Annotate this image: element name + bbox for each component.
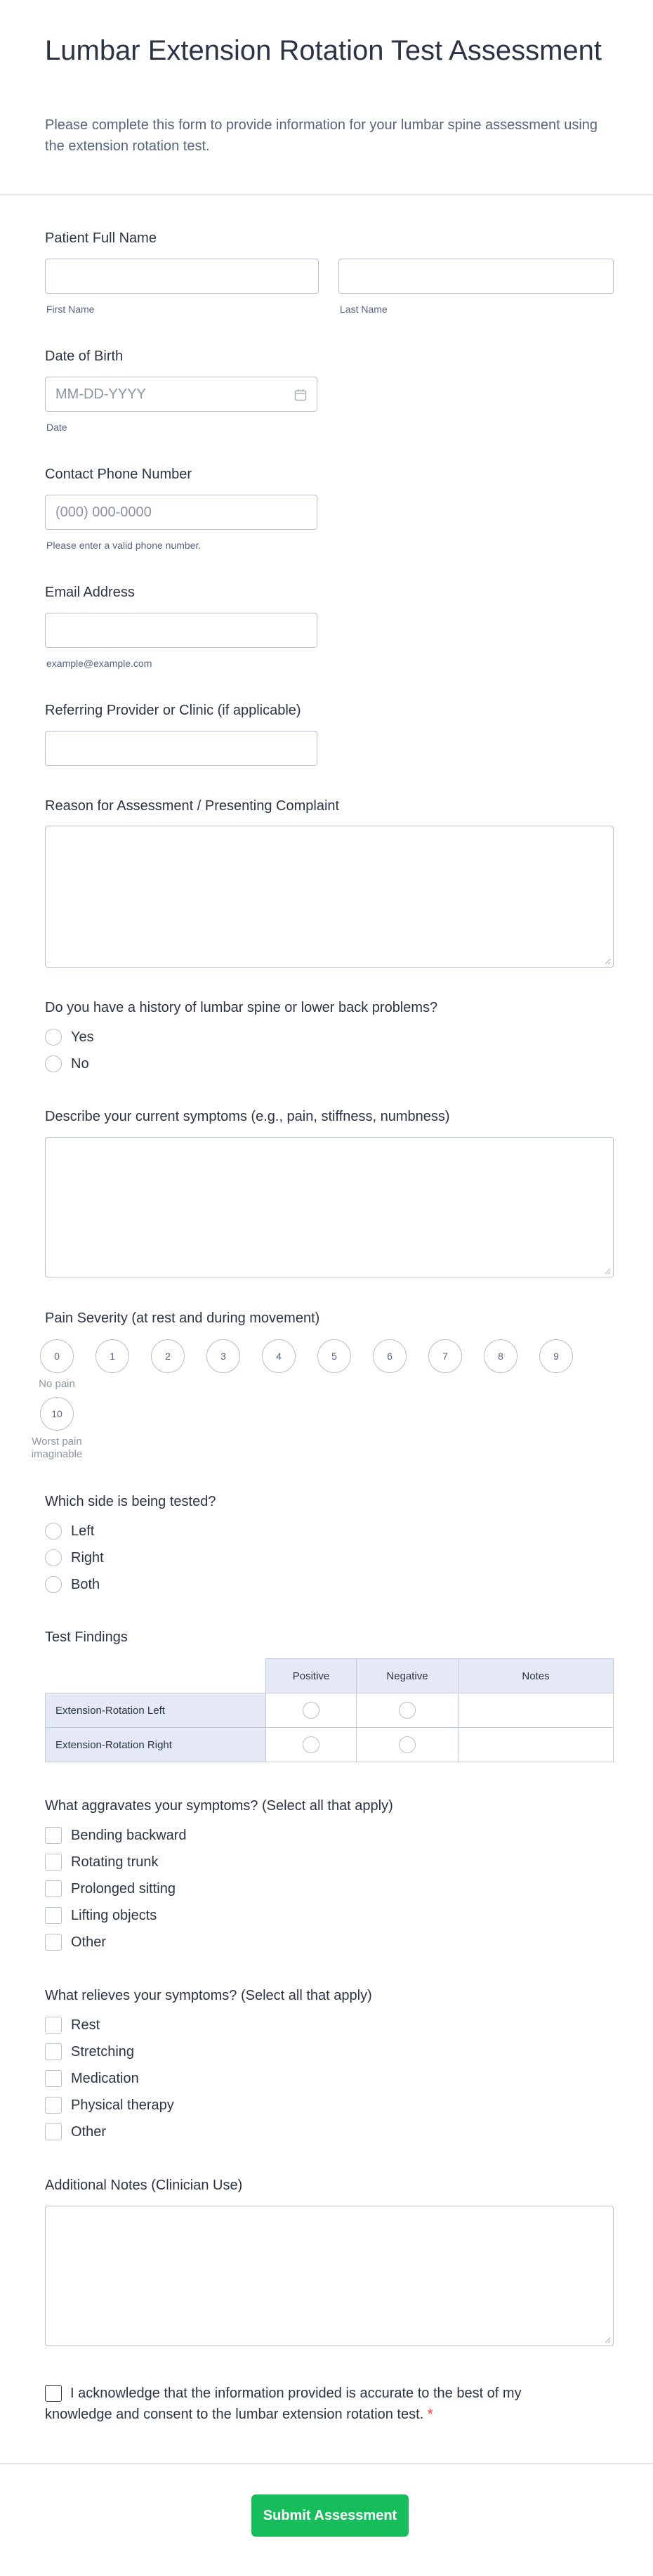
relieves-checkbox[interactable] <box>45 2097 62 2114</box>
pain-scale-7[interactable]: 7 <box>428 1339 462 1373</box>
matrix-cell <box>356 1693 459 1728</box>
side-option-label: Left <box>71 1523 95 1539</box>
aggravates-checkbox[interactable] <box>45 1880 62 1897</box>
pain-scale-3[interactable]: 3 <box>206 1339 240 1373</box>
pain-label: Pain Severity (at rest and during movement) <box>45 1310 320 1326</box>
relieves-option-label: Physical therapy <box>71 2097 174 2113</box>
pain-scale-1[interactable]: 1 <box>95 1339 129 1373</box>
relieves-option-label: Medication <box>71 2071 139 2086</box>
side-option-label: Right <box>71 1550 104 1566</box>
phone-sublabel: Please enter a valid phone number. <box>46 540 202 551</box>
relieves-option-label: Rest <box>71 2017 100 2033</box>
aggravates-option-label: Rotating trunk <box>71 1854 159 1870</box>
history-no-radio[interactable] <box>45 1055 62 1072</box>
email-sublabel: example@example.com <box>46 658 152 669</box>
phone-label: Contact Phone Number <box>45 467 192 482</box>
name-label: Patient Full Name <box>45 230 157 246</box>
calendar-icon[interactable] <box>294 389 307 401</box>
right-negative-radio[interactable] <box>399 1736 416 1753</box>
resize-handle-icon[interactable] <box>604 1268 611 1275</box>
matrix-col-positive: Positive <box>265 1658 357 1693</box>
pain-scale-9[interactable]: 9 <box>539 1339 573 1373</box>
aggravates-label: What aggravates your symptoms? (Select all that apply) <box>45 1798 393 1814</box>
matrix-col-negative: Negative <box>356 1658 459 1693</box>
aggravates-checkbox[interactable] <box>45 1907 62 1924</box>
dob-placeholder: MM-DD-YYYY <box>55 386 146 402</box>
reason-label: Reason for Assessment / Presenting Complaint <box>45 798 340 814</box>
aggravates-option-label: Prolonged sitting <box>71 1881 176 1897</box>
referring-field[interactable] <box>45 731 317 766</box>
consent-statement <box>45 2383 550 2425</box>
relieves-option-label: Other <box>71 2124 107 2140</box>
findings-label: Test Findings <box>45 1629 128 1645</box>
relieves-checkbox[interactable] <box>45 2017 62 2034</box>
phone-placeholder: (000) 000-0000 <box>55 505 152 520</box>
first-name-field[interactable] <box>45 259 319 294</box>
right-positive-radio[interactable] <box>303 1736 319 1753</box>
aggravates-checkbox[interactable] <box>45 1827 62 1844</box>
matrix-col-notes: Notes <box>458 1658 614 1693</box>
right-notes-cell[interactable] <box>458 1727 614 1762</box>
pain-scale-10[interactable]: 10 <box>40 1397 74 1431</box>
side-both-radio[interactable] <box>45 1576 62 1593</box>
pain-high-caption: Worst pain imaginable <box>31 1436 83 1460</box>
relieves-checkbox[interactable] <box>45 2123 62 2140</box>
notes-label: Additional Notes (Clinician Use) <box>45 2178 243 2193</box>
resize-handle-icon[interactable] <box>604 2336 611 2343</box>
pain-scale-5[interactable]: 5 <box>317 1339 351 1373</box>
email-label: Email Address <box>45 585 135 600</box>
history-option-label: Yes <box>71 1029 94 1045</box>
pain-scale-2[interactable]: 2 <box>151 1339 185 1373</box>
relieves-label: What relieves your symptoms? (Select all that apply) <box>45 1988 372 2003</box>
required-mark: * <box>427 2407 433 2422</box>
matrix-cell <box>265 1727 357 1762</box>
resize-handle-icon[interactable] <box>604 958 611 965</box>
email-field[interactable] <box>45 613 317 648</box>
left-notes-cell[interactable] <box>458 1693 614 1728</box>
symptoms-textarea[interactable] <box>45 1137 614 1277</box>
reason-textarea[interactable] <box>45 826 614 968</box>
phone-field[interactable] <box>45 495 317 530</box>
pain-scale-0[interactable]: 0 <box>40 1339 74 1373</box>
history-label: Do you have a history of lumbar spine or lower back problems? <box>45 1000 438 1015</box>
aggravates-option-label: Lifting objects <box>71 1908 157 1923</box>
relieves-checkbox[interactable] <box>45 2070 62 2087</box>
left-negative-radio[interactable] <box>399 1702 416 1719</box>
first-name-sublabel: First Name <box>46 304 95 315</box>
left-positive-radio[interactable] <box>303 1702 319 1719</box>
header-divider <box>0 194 653 195</box>
matrix-cell <box>356 1727 459 1762</box>
footer-divider <box>0 2463 653 2464</box>
matrix-row-left: Extension-Rotation Left <box>45 1693 266 1728</box>
last-name-sublabel: Last Name <box>340 304 388 315</box>
pain-scale-8[interactable]: 8 <box>484 1339 517 1373</box>
relieves-option-label: Stretching <box>71 2044 135 2060</box>
side-label: Which side is being tested? <box>45 1494 216 1509</box>
notes-textarea[interactable] <box>45 2206 614 2346</box>
history-yes-radio[interactable] <box>45 1029 62 1046</box>
relieves-checkbox[interactable] <box>45 2043 62 2060</box>
consent-text: I acknowledge that the information provided is accurate to the best of my knowledge and consent to the lumbar extension rotation test. <box>45 2386 522 2422</box>
aggravates-checkbox[interactable] <box>45 1854 62 1871</box>
form-subtitle: Please complete this form to provide information for your lumbar spine assessment using the extension rotation test. <box>45 117 598 154</box>
symptoms-label: Describe your current symptoms (e.g., pain, stiffness, numbness) <box>45 1109 450 1124</box>
side-option-label: Both <box>71 1577 100 1592</box>
matrix-cell <box>265 1693 357 1728</box>
form-title: Lumbar Extension Rotation Test Assessment <box>45 35 602 66</box>
submit-button[interactable]: Submit Assessment <box>251 2494 409 2537</box>
dob-field[interactable] <box>45 377 317 412</box>
matrix-row-right: Extension-Rotation Right <box>45 1727 266 1762</box>
pain-scale-4[interactable]: 4 <box>262 1339 296 1373</box>
last-name-field[interactable] <box>338 259 614 294</box>
side-left-radio[interactable] <box>45 1523 62 1540</box>
pain-low-caption: No pain <box>39 1378 75 1390</box>
aggravates-option-label: Other <box>71 1934 107 1950</box>
dob-label: Date of Birth <box>45 349 124 364</box>
referring-label: Referring Provider or Clinic (if applicable) <box>45 703 301 718</box>
dob-sublabel: Date <box>46 422 67 433</box>
aggravates-option-label: Bending backward <box>71 1828 187 1843</box>
pain-scale-6[interactable]: 6 <box>373 1339 407 1373</box>
side-right-radio[interactable] <box>45 1549 62 1566</box>
history-option-label: No <box>71 1056 89 1072</box>
aggravates-checkbox[interactable] <box>45 1934 62 1951</box>
